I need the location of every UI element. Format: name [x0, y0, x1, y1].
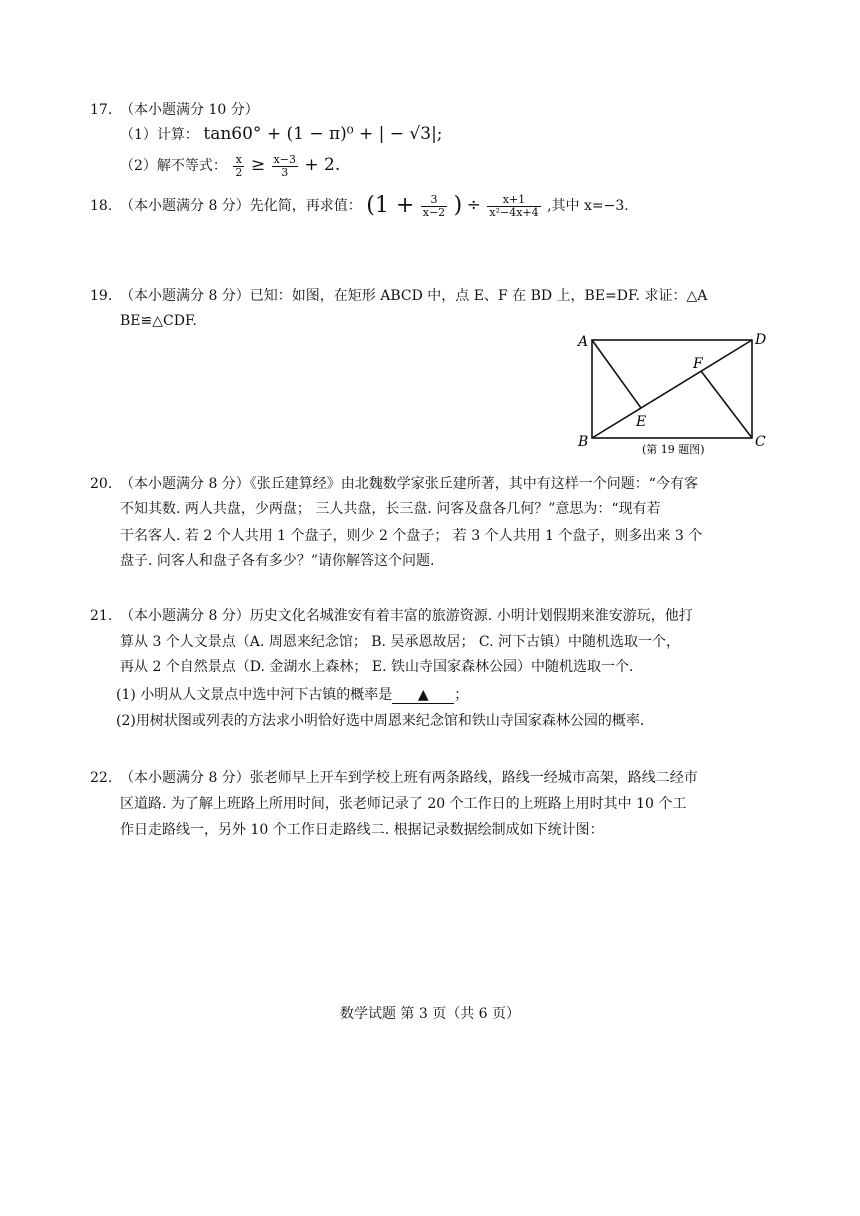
q22-line-3: 作日走路线一，另外 10 个工作日走路线二. 根据记录数据绘制成如下统计图：	[120, 822, 604, 838]
q19-line-2: BE≌△CDF.	[120, 313, 197, 329]
label-e: E	[636, 414, 647, 430]
q18-divide: ÷	[466, 195, 481, 215]
q21-line-2: 算从 3 个人文景点（A. 周恩来纪念馆； B. 吴承恩故居； C. 河下古镇）中随机选取一个，	[120, 634, 681, 650]
q18-tail: ,其中 x=−3.	[547, 198, 629, 214]
q18-text: （本小题满分 8 分）先化简，再求值：	[120, 198, 362, 214]
q17-part1-expression: tan60° + (1 − π)⁰ + | − √3|;	[203, 124, 443, 144]
figure-caption: (第 19 题图)	[642, 443, 705, 456]
q17-right-fraction: $\frac{x-3}{3}$	[273, 152, 296, 179]
page-footer: 数学试题 第 3 页（共 6 页）	[339, 1006, 521, 1022]
q21-line-1: （本小题满分 8 分）历史文化名城淮安有着丰富的旅游资源. 小明计划假期来淮安游玩，他打	[120, 608, 693, 624]
q17-part1	[120, 124, 443, 145]
q21-part1-end: ；	[454, 687, 469, 703]
q17-tail: + 2.	[304, 155, 341, 175]
label-d: D	[755, 332, 767, 348]
q17-relation: ≥	[250, 155, 266, 175]
q17-part2	[120, 150, 340, 181]
q18-fraction-1: $\frac{3}{x-2}$	[422, 192, 446, 219]
segment-ae	[592, 340, 641, 408]
q22-line-2: 区道路. 为了解上班路上所用时间，张老师记录了 20 个工作日的上班路上用时其中 10 个工	[120, 796, 687, 812]
q18-content	[120, 188, 629, 223]
q20-line-4: 盘子. 问客人和盘子各有多少？”请你解答这个问题.	[120, 553, 435, 569]
q21-part1-text: (1) 小明从人文景点中选中河下古镇的概率是	[116, 687, 393, 703]
q21-line-3: 再从 2 个自然景点（D. 金湖水上森林； E. 铁山寺国家森林公园）中随机选取一个.	[120, 659, 634, 675]
segment-cf	[701, 371, 752, 438]
label-a: A	[578, 334, 589, 350]
q20-number: 20.	[90, 476, 113, 492]
q17-part2-label: （2）解不等式：	[120, 158, 227, 174]
label-f: F	[693, 356, 703, 372]
q21-part1	[116, 685, 468, 705]
label-c: C	[755, 434, 766, 450]
q18-open: (1 +	[366, 193, 415, 218]
q20-line-2: 不知其数. 两人共盘，少两盘； 三人共盘，长三盘. 问客及盘各几何？”意思为：“现有若	[120, 501, 661, 517]
q17-left-fraction: $\frac{x}{2}$	[235, 152, 243, 179]
q17-header: （本小题满分 10 分）	[120, 102, 259, 118]
label-b: B	[578, 434, 589, 450]
q18-fraction-2: $\frac{x+1}{\text{x²−4x+4}}$	[489, 192, 539, 219]
q18-close: )	[453, 193, 463, 218]
q17-number: 17.	[90, 102, 113, 118]
q20-line-1: （本小题满分 8 分）《张丘建算经》由北魏数学家张丘建所著，其中有这样一个问题：“今有客	[120, 476, 698, 492]
q22-line-1: （本小题满分 8 分）张老师早上开车到学校上班有两条路线，路线一经城市高架，路线二经市	[120, 770, 698, 786]
q20-line-3: 干名客人. 若 2 个人共用 1 个盘子，则少 2 个盘子； 若 3 个人共用 1 个盘子，则多出来 3 个	[120, 528, 703, 544]
q17-part1-label: （1）计算：	[120, 127, 199, 143]
q19-number: 19.	[90, 288, 113, 304]
q19-line-1: （本小题满分 8 分）已知：如图，在矩形 ABCD 中，点 E、F 在 BD 上，BE=DF. 求证：△A	[120, 288, 708, 304]
q21-number: 21.	[90, 608, 113, 624]
q22-number: 22.	[90, 770, 113, 786]
q19-figure	[570, 328, 780, 458]
q18-number: 18.	[90, 198, 113, 214]
answer-blank: ▲	[392, 687, 454, 704]
diagonal-bd	[592, 340, 752, 438]
q21-part2: (2)用树状图或列表的方法求小明恰好选中周恩来纪念馆和铁山寺国家森林公园的概率.	[116, 713, 645, 729]
